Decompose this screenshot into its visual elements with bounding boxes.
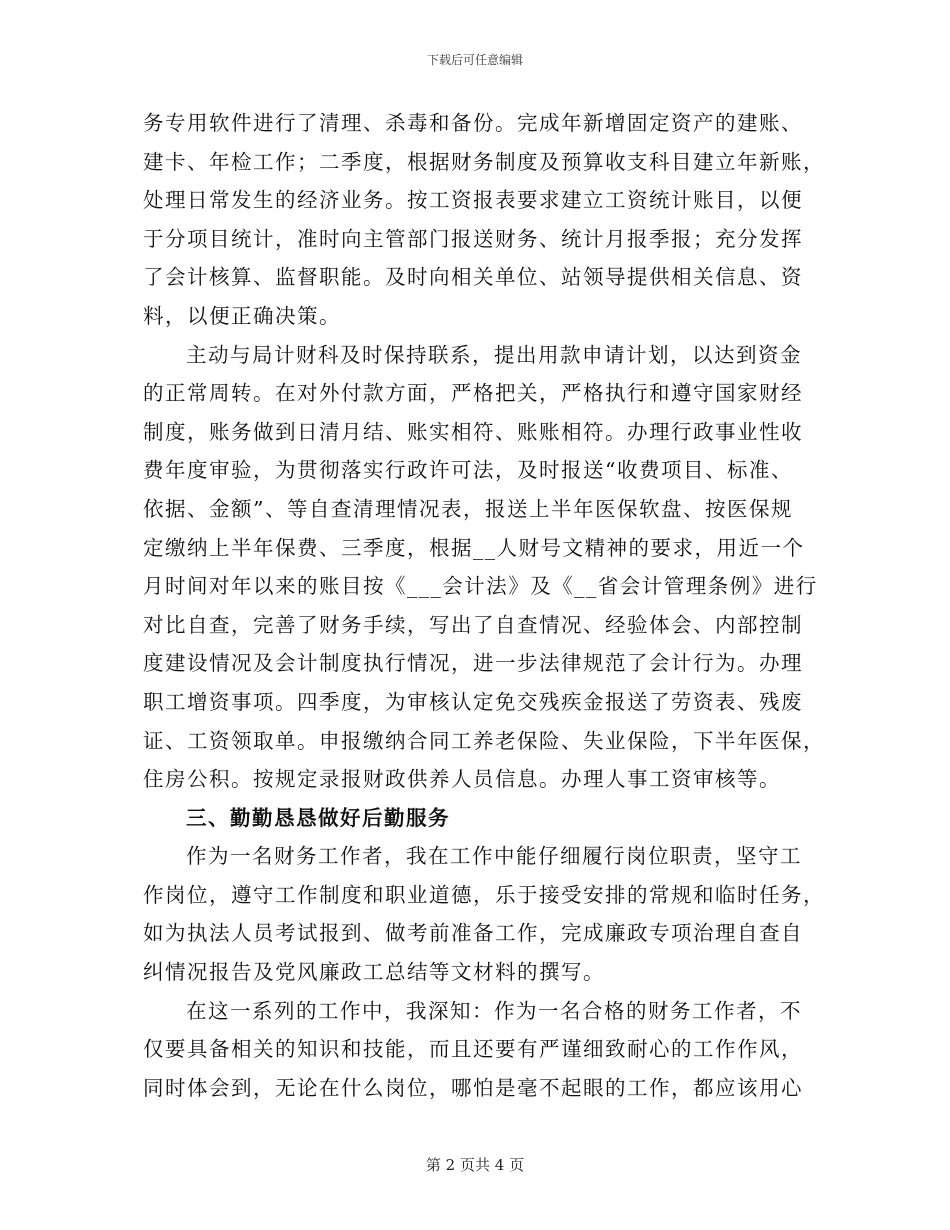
text-line: 仅要具备相关的知识和技能，而且还要有严谨细致耐心的工作作风， <box>143 1037 803 1062</box>
text-line: 如为执法人员考试报到、做考前准备工作，完成廉政专项治理自查自 <box>143 921 803 946</box>
text-line: 了会计核算、监督职能。及时向相关单位、站领导提供相关信息、资 <box>143 265 803 290</box>
page-header: 下载后可任意编辑 <box>426 53 523 67</box>
text-line: 月时间对年以来的账目按《___会计法》及《__省会计管理条例》进行 <box>143 574 818 599</box>
text-line: 在这一系列的工作中，我深知：作为一名合格的财务工作者，不 <box>186 998 802 1023</box>
text-line: 依据、金额”、等自查清理情况表，报送上半年医保软盘、按医保规 <box>143 496 793 521</box>
text-line: 作岗位，遵守工作制度和职业道德，乐于接受安排的常规和临时任务， <box>143 882 825 907</box>
text-line: 于分项目统计，准时向主管部门报送财务、统计月报季报；充分发挥 <box>143 226 803 251</box>
text-line: 度建设情况及会计制度执行情况，进一步法律规范了会计行为。办理 <box>143 651 803 676</box>
text-line: 务专用软件进行了清理、杀毒和备份。完成年新增固定资产的建账、 <box>143 111 803 135</box>
page-number: 第 2 页共 4 页 <box>425 1156 525 1174</box>
text-line: 证、工资领取单。申报缴纳合同工养老保险、失业保险，下半年医保， <box>143 728 825 753</box>
text-line: 作为一名财务工作者，我在工作中能仔细履行岗位职责，坚守工 <box>186 844 802 869</box>
text-line: 制度，账务做到日清月结、账实相符、账账相符。办理行政事业性收 <box>143 419 803 444</box>
text-line: 纠情况报告及党风廉政工总结等文材料的撰写。 <box>143 960 605 985</box>
text-line: 同时体会到，无论在什么岗位，哪怕是毫不起眼的工作，都应该用心 <box>143 1075 803 1100</box>
text-line: 住房公积。按规定录报财政供养人员信息。办理人事工资审核等。 <box>143 767 781 792</box>
text-line: 处理日常发生的经济业务。按工资报表要求建立工资统计账目，以便 <box>143 188 803 213</box>
section-heading: 三、勤勤恳恳做好后勤服务 <box>186 805 450 830</box>
text-line: 定缴纳上半年保费、三季度，根据__人财号文精神的要求，用近一个 <box>143 535 805 560</box>
text-line: 的正常周转。在对外付款方面，严格把关，严格执行和遵守国家财经 <box>143 381 803 406</box>
text-line: 主动与局计财科及时保持联系，提出用款申请计划，以达到资金 <box>186 342 802 367</box>
document-body <box>143 104 825 1107</box>
text-line: 建卡、年检工作；二季度，根据财务制度及预算收支科目建立年新账， <box>143 149 825 174</box>
text-line: 对比自查，完善了财务手续，写出了自查情况、经验体会、内部控制 <box>143 612 803 637</box>
text-line: 费年度审验，为贯彻落实行政许可法，及时报送“收费项目、标准、 <box>143 458 793 483</box>
text-line: 职工增资事项。四季度，为审核认定免交残疾金报送了劳资表、残废 <box>143 689 803 714</box>
text-line: 料，以便正确决策。 <box>143 303 341 328</box>
